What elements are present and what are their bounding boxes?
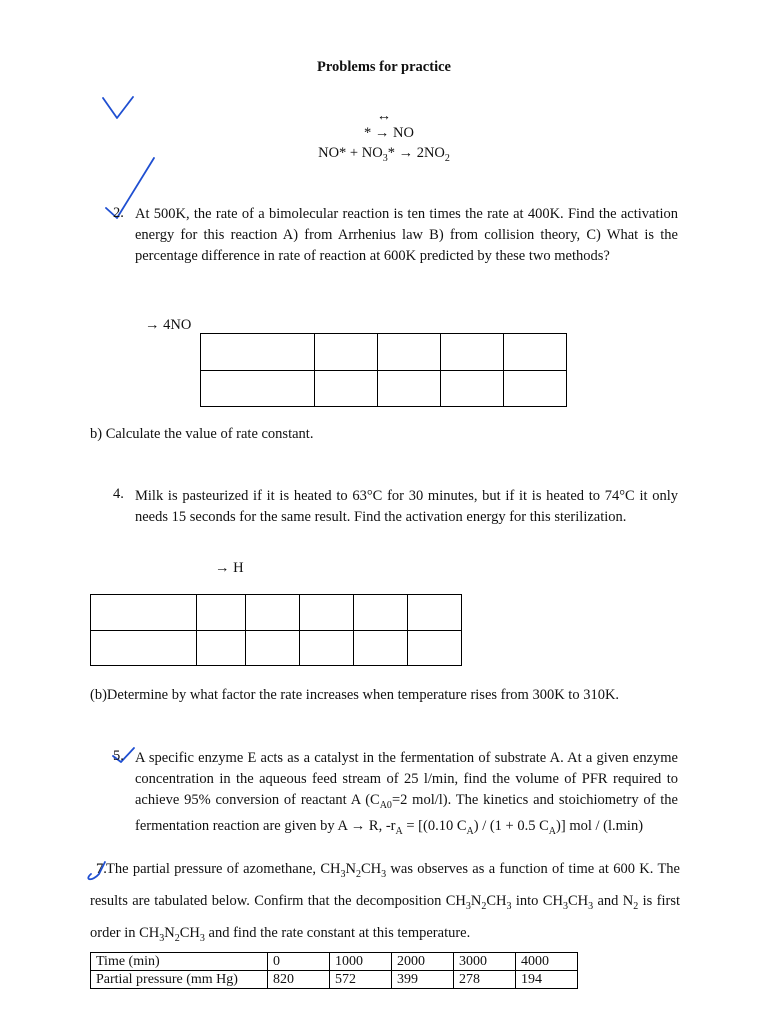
table-cell: 820 bbox=[268, 971, 330, 989]
table-cell bbox=[300, 595, 354, 631]
table-cell: 399 bbox=[392, 971, 454, 989]
table-cell bbox=[378, 334, 441, 371]
table-cell bbox=[378, 371, 441, 407]
table-cell bbox=[408, 631, 462, 666]
table-cell bbox=[91, 631, 197, 666]
table-cell: 2000 bbox=[392, 953, 454, 971]
table-cell bbox=[201, 334, 315, 371]
problem-number: 5. bbox=[113, 748, 124, 764]
table-cell bbox=[246, 595, 300, 631]
table-cell bbox=[408, 595, 462, 631]
page-title: Problems for practice bbox=[317, 59, 451, 75]
empty-table bbox=[200, 333, 567, 407]
reaction-fragment: → H bbox=[215, 560, 244, 576]
problem-7-text: The partial pressure of azomethane, $CH_3N_2CH_3$ was observes as a function of time at 600 K. The results are tabulated below. Confirm that the decomposition $CH_3N_2CH_3$ into $CH_3CH_3$ and $N_2$ is first order in $CH_3N_2CH_3$ and find the rate constant at this temperature. bbox=[90, 861, 680, 944]
reaction-line: * → NO bbox=[364, 125, 414, 141]
table-cell bbox=[91, 595, 197, 631]
table-cell: 572 bbox=[330, 971, 392, 989]
table-cell: 0 bbox=[268, 953, 330, 971]
table-cell bbox=[441, 371, 504, 407]
table-cell bbox=[300, 631, 354, 666]
row-label: Time (min) bbox=[91, 953, 268, 971]
table-cell bbox=[354, 595, 408, 631]
table-cell: 194 bbox=[516, 971, 578, 989]
problem-5-text: A specific enzyme E acts as a catalyst in the fermentation of substrate A. At a given enzyme concentration in the aqueous feed stream of 25 l/min, find the volume of PFR required to achieve 95% conversion of reactant A ($C_{A0}=2$ mol/l). The kinetics and stoichiometry of the fermentation reaction are given by A → R, $-r_A = [(0.10$ $C_A) / (1 + 0.5$ $C_A$)] mol / (l.min) bbox=[135, 750, 678, 837]
problem-number: 7. bbox=[96, 861, 107, 877]
problem-4-part-b: (b)Determine by what factor the rate increases when temperature rises from 300K to 310K. bbox=[90, 687, 620, 703]
table-cell bbox=[197, 595, 246, 631]
table-cell bbox=[246, 631, 300, 666]
table-cell bbox=[441, 334, 504, 371]
table-row bbox=[91, 953, 578, 971]
table-cell bbox=[504, 371, 567, 407]
problem-number: 2. bbox=[113, 205, 124, 221]
reaction-fragment: → 4NO bbox=[145, 317, 192, 333]
problem-4-text: Milk is pasteurized if it is heated to 63°C for 30 minutes, but if it is heated to 74°C it only needs 15 seconds for the same result. Find the activation energy for this sterilization. bbox=[135, 488, 678, 525]
table-cell: 278 bbox=[454, 971, 516, 989]
table-cell bbox=[197, 631, 246, 666]
table-cell: 4000 bbox=[516, 953, 578, 971]
empty-table bbox=[90, 594, 462, 666]
reaction-arrow-line: ↔ bbox=[376, 108, 392, 124]
table-cell: 1000 bbox=[330, 953, 392, 971]
problem-2-text: At 500K, the rate of a bimolecular reaction is ten times the rate at 400K. Find the activation energy for this reaction A) from Arrhenius law B) from collision theory, C) What is the percentage difference in rate of reaction at 600K predicted by these two methods? bbox=[135, 206, 678, 264]
table-row bbox=[91, 971, 578, 989]
table-cell bbox=[315, 371, 378, 407]
table-cell bbox=[315, 334, 378, 371]
table-cell bbox=[504, 334, 567, 371]
table-cell: 3000 bbox=[454, 953, 516, 971]
problem-3-part-b: b) Calculate the value of rate constant. bbox=[90, 426, 314, 442]
reaction-equation: $NO* + NO_3* \to 2NO_2$ bbox=[318, 145, 450, 164]
table-cell bbox=[201, 371, 315, 407]
table-cell bbox=[354, 631, 408, 666]
row-label: Partial pressure (mm Hg) bbox=[91, 971, 268, 989]
problem-number: 4. bbox=[113, 486, 124, 502]
azomethane-data-table bbox=[90, 952, 578, 989]
